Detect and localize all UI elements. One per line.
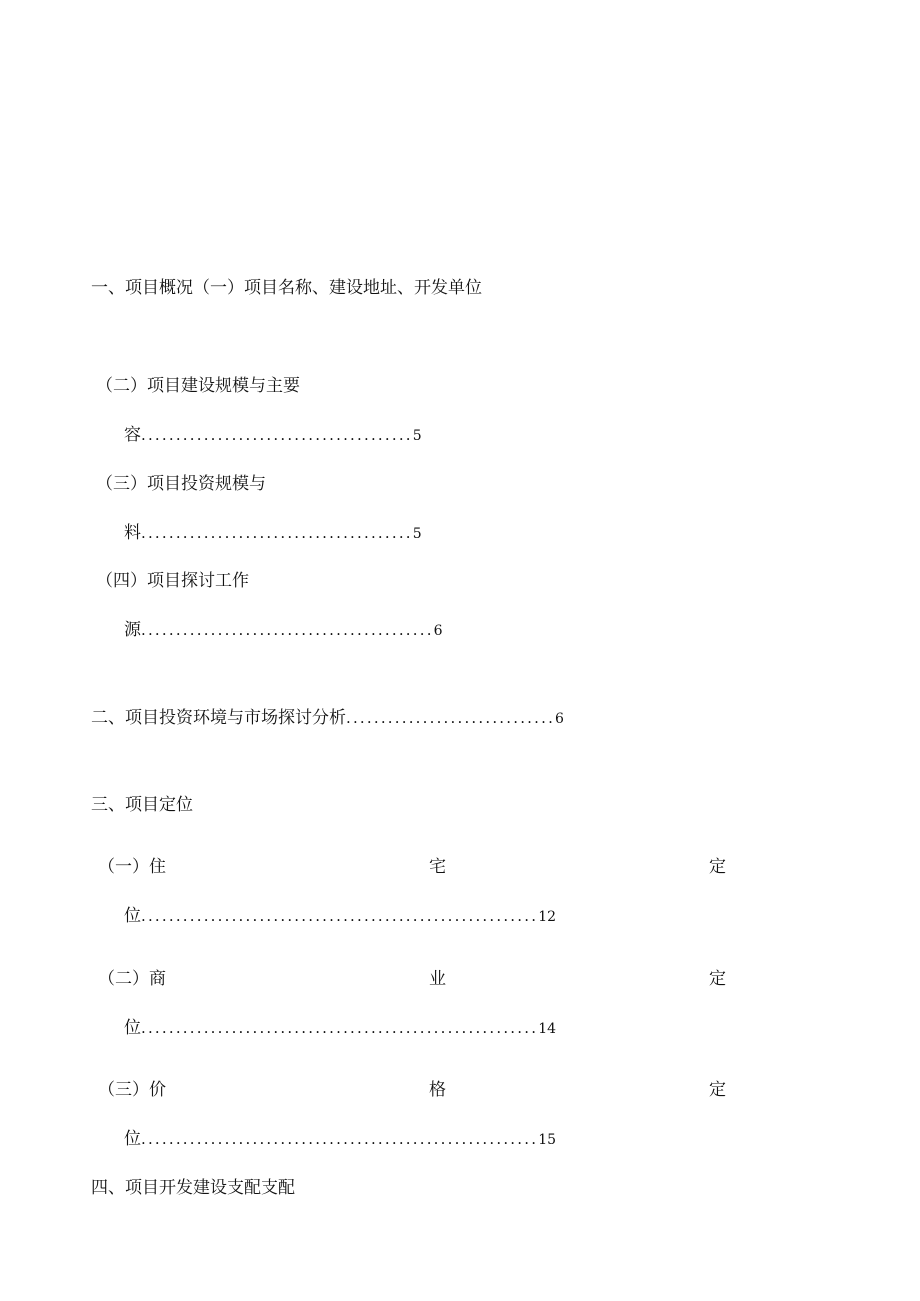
- toc-entry-1-4-leader: [124, 619, 443, 642]
- toc-entry-3-3-page: 15: [538, 1132, 557, 1148]
- toc-entry-3-2-leader: [124, 1017, 556, 1040]
- toc-entry-3-2-part-c: 定: [709, 969, 726, 989]
- toc-entry-3-1-part-c: 定: [709, 857, 726, 877]
- toc-heading-1: [91, 277, 482, 299]
- toc-entry-3-1-page: 12: [538, 909, 557, 925]
- toc-heading-4-text: 四、项目开发建设支配支配: [91, 1178, 295, 1198]
- toc-entry-1-4-title: [96, 570, 249, 592]
- toc-entry-3-2-page: 14: [538, 1021, 557, 1037]
- toc-entry-3-1-title: [98, 856, 726, 878]
- toc-entry-3-3-cont: 位: [124, 1129, 141, 1149]
- toc-entry-3-1-cont: 位: [124, 906, 141, 926]
- toc-entry-1-4-page: 6: [433, 623, 443, 639]
- toc-entry-3-2-dots: .........................................................: [141, 1019, 539, 1037]
- toc-entry-1-4-dots: ..........................................: [141, 621, 434, 639]
- toc-heading-2: [91, 707, 564, 730]
- toc-entry-3-3-dots: .........................................................: [141, 1130, 539, 1148]
- toc-entry-3-2-cont: 位: [124, 1018, 141, 1038]
- toc-entry-3-2-title: [98, 968, 726, 990]
- toc-entry-1-3-title: [96, 473, 266, 495]
- toc-entry-3-3-part-b: 格: [429, 1080, 446, 1100]
- toc-heading-2-dots: ..............................: [346, 709, 556, 727]
- toc-entry-1-3-dots: .......................................: [141, 524, 413, 542]
- toc-entry-1-3-leader: [124, 522, 422, 545]
- toc-entry-1-2-cont: 容: [124, 425, 141, 445]
- toc-entry-3-1-dots: .........................................................: [141, 907, 539, 925]
- toc-heading-3: [91, 794, 193, 816]
- toc-heading-3-text: 三、项目定位: [91, 795, 193, 815]
- toc-entry-3-2-part-b: 业: [429, 969, 446, 989]
- toc-entry-1-2-dots: .......................................: [141, 426, 413, 444]
- toc-entry-1-3-page: 5: [412, 526, 422, 542]
- toc-entry-3-1-leader: [124, 905, 556, 928]
- toc-entry-1-2-title: [96, 375, 300, 397]
- toc-entry-1-2-page: 5: [412, 428, 422, 444]
- toc-entry-3-3-part-c: 定: [709, 1080, 726, 1100]
- toc-heading-1-text: 一、项目概况（一）项目名称、建设地址、开发单位: [91, 278, 482, 298]
- toc-entry-3-2-part-a: （二）商: [98, 969, 166, 989]
- toc-entry-3-3-leader: [124, 1128, 556, 1151]
- toc-entry-3-3-title: [98, 1079, 726, 1101]
- toc-entry-1-4-cont: 源: [124, 620, 141, 640]
- toc-entry-3-1-part-a: （一）住: [98, 857, 166, 877]
- toc-entry-3-1-part-b: 宅: [429, 857, 446, 877]
- toc-heading-2-text: 二、项目投资环境与市场探讨分析: [91, 708, 346, 728]
- toc-entry-1-3-cont: 料: [124, 523, 141, 543]
- toc-entry-1-2-leader: [124, 424, 422, 447]
- toc-entry-1-4-title-text: （四）项目探讨工作: [96, 571, 249, 591]
- toc-entry-1-2-title-text: （二）项目建设规模与主要: [96, 376, 300, 396]
- toc-heading-4: [91, 1177, 295, 1199]
- toc-heading-2-page: 6: [555, 711, 564, 727]
- toc-entry-1-3-title-text: （三）项目投资规模与: [96, 474, 266, 494]
- toc-entry-3-3-part-a: （三）价: [98, 1080, 166, 1100]
